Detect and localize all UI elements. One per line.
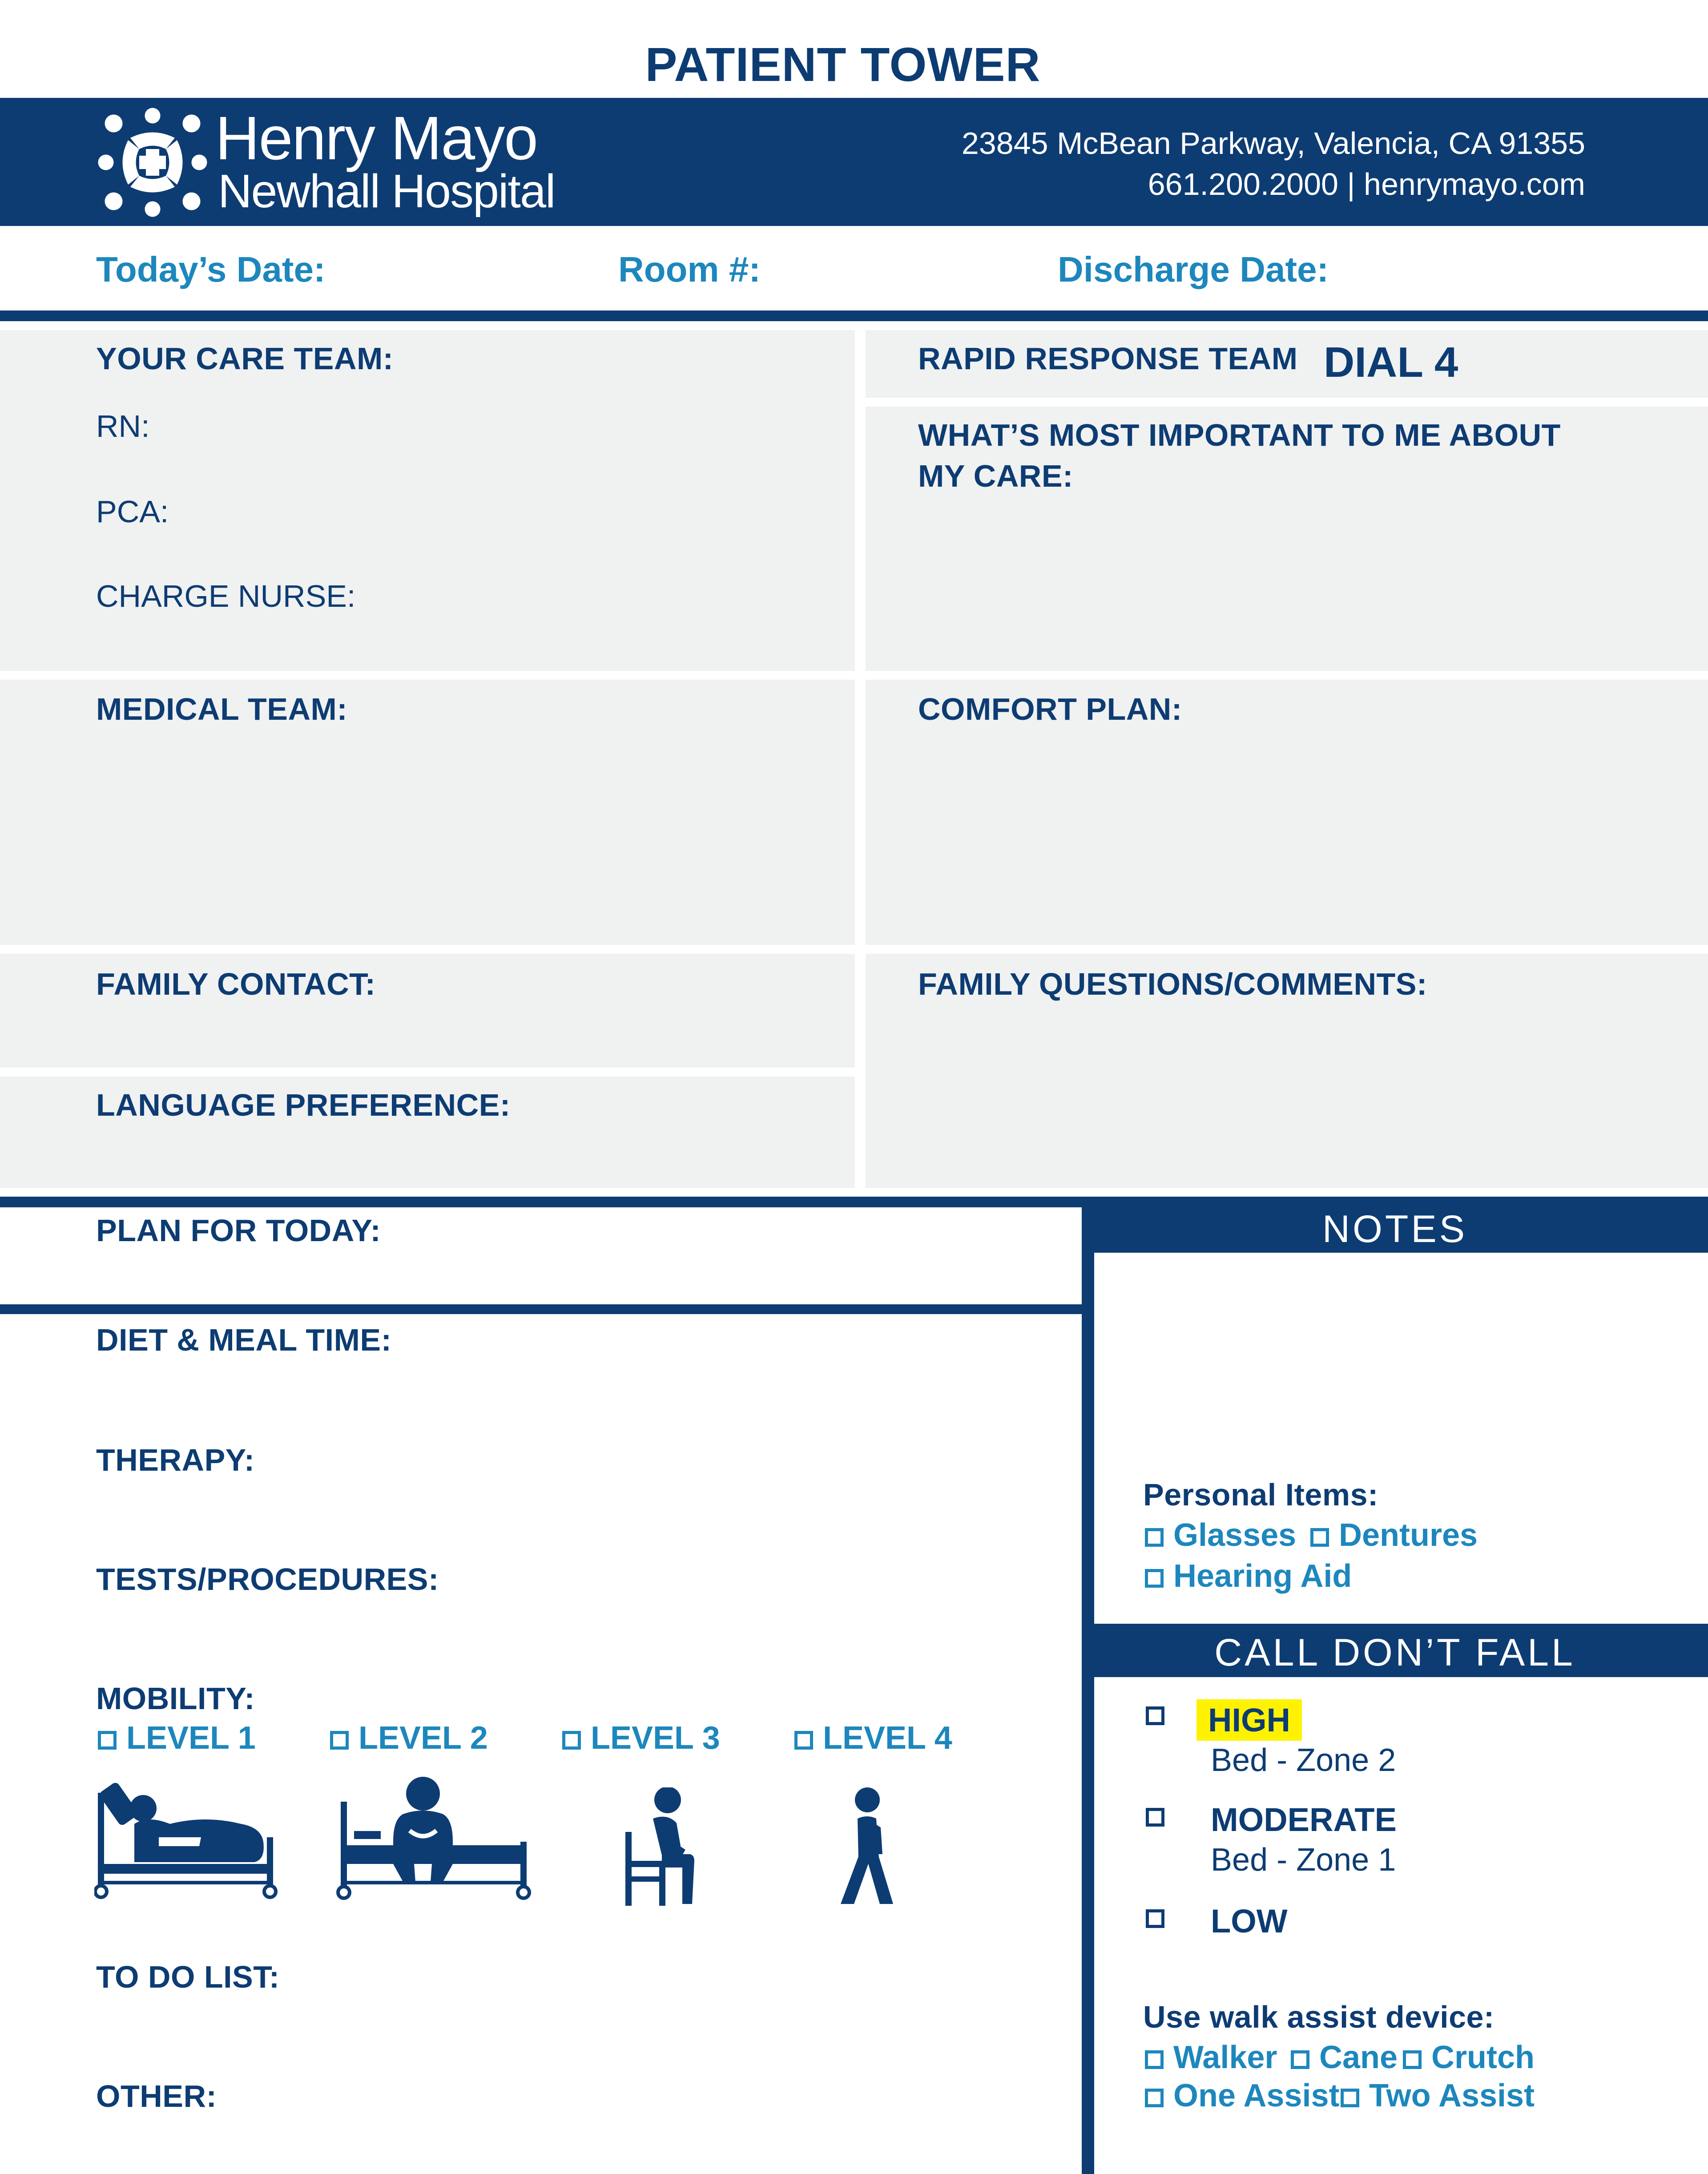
page-title: PATIENT TOWER: [645, 37, 1041, 91]
care-team-heading: YOUR CARE TEAM:: [96, 341, 394, 376]
checkbox-icon: [1341, 2089, 1359, 2107]
two-assist-checkbox[interactable]: [1341, 2077, 1535, 2114]
room-number-label[interactable]: Room #:: [618, 250, 761, 289]
call-dont-fall-header: [1082, 1624, 1708, 1677]
checkbox-icon: [1145, 1569, 1164, 1588]
walk-assist-label: Use walk assist device:: [1143, 2000, 1494, 2034]
checkbox-icon: [1145, 2089, 1164, 2107]
checkbox-icon: [1403, 2050, 1422, 2069]
checkbox-icon: [1146, 1706, 1164, 1725]
mobility-level-2-checkbox[interactable]: [330, 1720, 488, 1756]
logo-line-2: Newhall Hospital: [218, 165, 555, 218]
dentures-label: Dentures: [1339, 1517, 1478, 1553]
diet-label[interactable]: DIET & MEAL TIME:: [96, 1323, 392, 1357]
cane-checkbox[interactable]: [1291, 2039, 1398, 2076]
high-risk-checkbox[interactable]: [1146, 1706, 1174, 1726]
checkbox-icon: [330, 1731, 349, 1750]
checkbox-icon: [1145, 2050, 1164, 2069]
important-label-line1: WHAT’S MOST IMPORTANT TO ME ABOUT: [918, 418, 1561, 452]
notes-heading: NOTES: [1322, 1208, 1468, 1250]
divider: [0, 311, 1708, 321]
call-dont-fall-heading: CALL DON’T FALL: [1214, 1631, 1575, 1674]
patient-in-bed-icon: [94, 1775, 286, 1904]
todo-label[interactable]: TO DO LIST:: [96, 1960, 280, 1994]
hospital-logo-icon: [97, 107, 208, 218]
hearing-aid-checkbox[interactable]: [1145, 1558, 1352, 1594]
checkbox-icon: [1146, 1808, 1164, 1827]
crutch-checkbox[interactable]: [1403, 2039, 1535, 2076]
dentures-checkbox[interactable]: [1310, 1517, 1478, 1553]
glasses-checkbox[interactable]: [1145, 1517, 1296, 1553]
glasses-label: Glasses: [1173, 1517, 1297, 1553]
pca-label: PCA:: [96, 494, 169, 529]
discharge-date-label[interactable]: Discharge Date:: [1058, 250, 1329, 289]
checkbox-icon: [562, 1731, 581, 1750]
comfort-plan-label: COMFORT PLAN:: [918, 692, 1182, 726]
family-questions-label: FAMILY QUESTIONS/COMMENTS:: [918, 967, 1427, 1001]
level-label: LEVEL 2: [359, 1720, 488, 1756]
checkbox-icon: [98, 1731, 117, 1750]
dial-4: DIAL 4: [1324, 339, 1458, 386]
checkbox-icon: [1291, 2050, 1309, 2069]
crutch-label: Crutch: [1431, 2040, 1535, 2075]
cane-label: Cane: [1319, 2040, 1398, 2075]
mobility-level-3-checkbox[interactable]: [562, 1720, 720, 1756]
divider: [1082, 1207, 1094, 2174]
high-risk-label: HIGH: [1196, 1699, 1302, 1741]
notes-header: [1082, 1201, 1708, 1253]
mobility-level-4-checkbox[interactable]: [794, 1720, 952, 1756]
family-contact-label: FAMILY CONTACT:: [96, 967, 376, 1001]
level-label: LEVEL 3: [591, 1720, 720, 1756]
tests-label[interactable]: TESTS/PROCEDURES:: [96, 1562, 439, 1597]
checkbox-icon: [1145, 1528, 1164, 1547]
medical-team-label: MEDICAL TEAM:: [96, 692, 348, 726]
hospital-address: 23845 McBean Parkway, Valencia, CA 91355: [961, 126, 1585, 161]
important-label-line2: MY CARE:: [918, 459, 1073, 493]
low-risk-label: LOW: [1211, 1903, 1288, 1940]
high-risk-sub: Bed - Zone 2: [1211, 1742, 1396, 1778]
rn-label: RN:: [96, 409, 150, 444]
checkbox-icon: [1310, 1528, 1329, 1547]
checkbox-icon: [794, 1731, 813, 1750]
walker-label: Walker: [1173, 2040, 1277, 2075]
walker-checkbox[interactable]: [1145, 2039, 1277, 2076]
two-assist-label: Two Assist: [1369, 2078, 1535, 2113]
divider: [0, 1304, 1082, 1314]
mobility-label: MOBILITY:: [96, 1681, 255, 1716]
patient-in-chair-icon: [621, 1787, 701, 1908]
hearing-aid-label: Hearing Aid: [1173, 1558, 1352, 1594]
level-label: LEVEL 4: [823, 1720, 952, 1756]
charge-nurse-label: CHARGE NURSE:: [96, 579, 356, 613]
patient-sitting-on-bed-icon: [336, 1775, 532, 1904]
patient-walking-icon: [836, 1787, 898, 1908]
todays-date-label[interactable]: Today’s Date:: [96, 250, 326, 289]
one-assist-label: One Assist: [1173, 2078, 1340, 2113]
moderate-risk-sub: Bed - Zone 1: [1211, 1842, 1396, 1878]
rapid-response-label: RAPID RESPONSE TEAM: [918, 341, 1298, 376]
hospital-contact: 661.200.2000 | henrymayo.com: [1148, 167, 1585, 202]
level-label: LEVEL 1: [126, 1720, 256, 1756]
other-label[interactable]: OTHER:: [96, 2079, 217, 2113]
moderate-risk-checkbox[interactable]: [1146, 1808, 1174, 1828]
checkbox-icon: [1146, 1909, 1164, 1928]
header-band: [0, 98, 1708, 226]
plan-for-today-label[interactable]: PLAN FOR TODAY:: [96, 1213, 381, 1248]
language-preference-label: LANGUAGE PREFERENCE:: [96, 1088, 511, 1122]
one-assist-checkbox[interactable]: [1145, 2077, 1339, 2114]
low-risk-checkbox[interactable]: [1146, 1909, 1174, 1929]
personal-items-label: Personal Items:: [1143, 1477, 1378, 1512]
therapy-label[interactable]: THERAPY:: [96, 1443, 255, 1477]
logo-line-1: Henry Mayo: [215, 104, 537, 173]
mobility-level-1-checkbox[interactable]: [98, 1720, 256, 1756]
moderate-risk-label: MODERATE: [1211, 1801, 1397, 1838]
